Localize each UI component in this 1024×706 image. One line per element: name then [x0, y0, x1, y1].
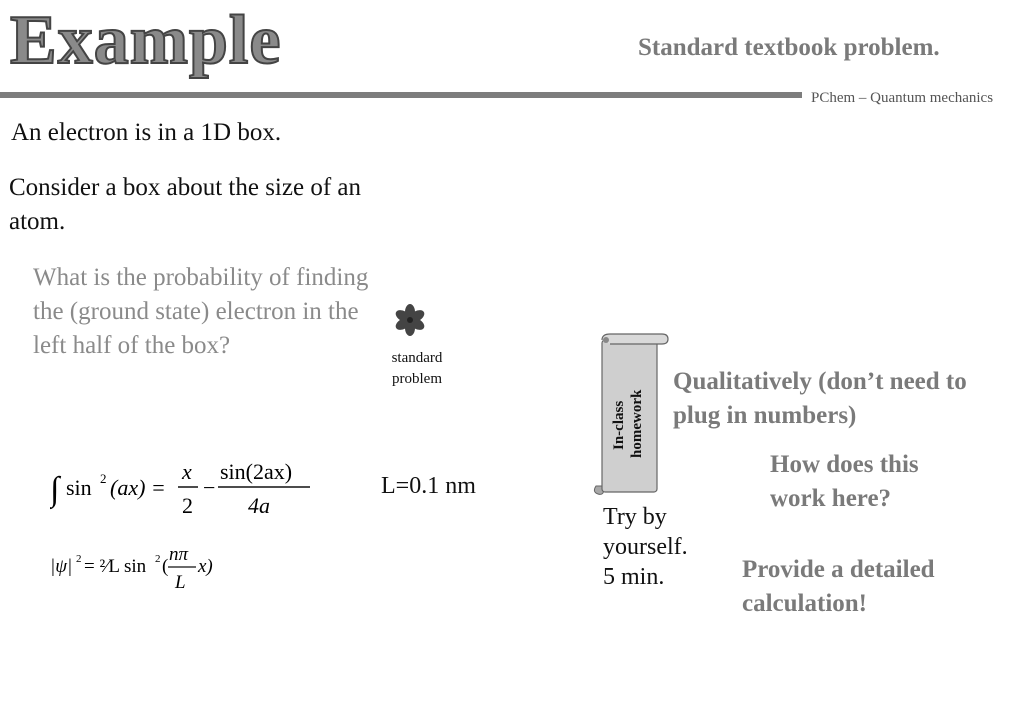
minus-sign: − — [203, 475, 216, 500]
page-title: Example — [10, 2, 282, 79]
close-term: x) — [198, 556, 213, 577]
frac2-denominator: 4a — [248, 493, 270, 518]
sin-argument: (ax) = — [110, 475, 166, 500]
normalization-term: = ²⁄L sin — [84, 556, 147, 577]
header-divider — [0, 92, 802, 98]
statement-electron-box: An electron is in a 1D box. — [11, 119, 282, 146]
standard-label-line-1: standard — [391, 350, 443, 366]
page-subtitle: Standard textbook problem. — [638, 34, 940, 61]
length-value: L=0.1 nm — [381, 473, 476, 499]
frac1-denominator: 2 — [182, 493, 193, 518]
sin-exponent: 2 — [100, 471, 107, 486]
asterisk-flower-icon — [393, 303, 427, 337]
frac2-numerator: sin(2ax) — [220, 459, 293, 484]
course-label: PChem – Quantum mechanics — [811, 90, 994, 106]
provide-calculation-note: Provide a detailed calculation! — [742, 556, 935, 617]
open-paren: ( — [162, 556, 169, 577]
qualitative-note: Qualitatively (don’t need to plug in numbers) — [673, 368, 967, 429]
question-text: What is the probability of finding the (ground state) electron in the left half of the box? — [33, 264, 369, 359]
sin-exponent-2: 2 — [155, 553, 161, 565]
psi-exponent: 2 — [76, 553, 82, 565]
try-line-1: Try by — [603, 504, 667, 530]
standard-problem-label — [382, 348, 452, 390]
standard-label-line-2: problem — [392, 371, 442, 387]
psi-squared-equation — [50, 540, 250, 595]
integral-sign: ∫ — [50, 471, 60, 508]
scroll-icon — [590, 330, 670, 500]
scroll-label-line-2: homework — [629, 389, 645, 458]
statement-atom-size: Consider a box about the size of an atom. — [9, 174, 361, 235]
try-yourself-note — [603, 502, 688, 592]
try-line-2: yourself. — [603, 534, 688, 560]
psi-abs: |ψ| — [50, 556, 73, 577]
scroll-label-line-1: In-class — [611, 400, 627, 450]
frac1-numerator: x — [182, 459, 192, 484]
try-line-3: 5 min. — [603, 564, 665, 590]
eq2-frac-numerator: nπ — [169, 544, 189, 565]
eq2-frac-denominator: L — [175, 572, 186, 593]
sin-term: sin — [66, 475, 92, 500]
how-note: How does this work here? — [770, 451, 919, 512]
integral-equation — [50, 455, 325, 525]
